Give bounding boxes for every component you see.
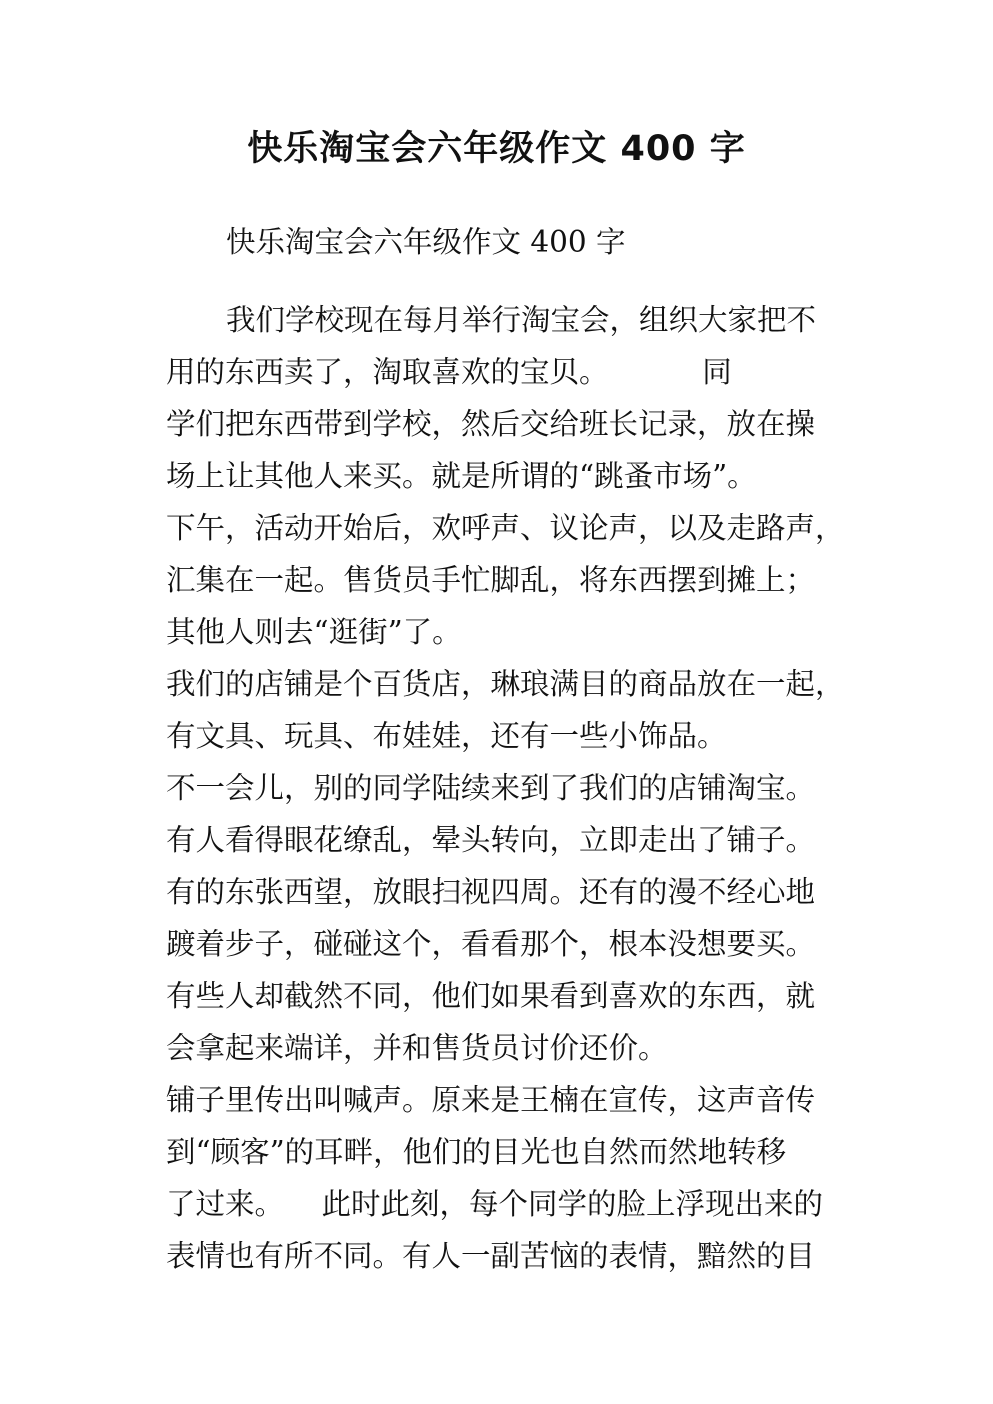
body-line: 不一会儿，别的同学陆续来到了我们的店铺淘宝。 [166, 771, 816, 805]
body-line: 其他人则去“逛街”了。 [166, 615, 462, 649]
body-line: 有些人却截然不同，他们如果看到喜欢的东西，就 [166, 979, 816, 1013]
body-line: 快乐淘宝会六年级作文 400 字 [226, 225, 626, 259]
body-line: 到“顾客”的耳畔，他们的目光也自然而然地转移 [166, 1135, 787, 1169]
body-line: 了过来。 此时此刻，每个同学的脸上浮现出来的 [166, 1187, 824, 1221]
body-line: 下午，活动开始后，欢呼声、议论声，以及走路声， [166, 511, 845, 545]
body-line: 我们学校现在每月举行淘宝会，组织大家把不 [226, 303, 817, 337]
body-line: 我们的店铺是个百货店，琳琅满目的商品放在一起， [166, 667, 845, 701]
body-line: 踱着步子，碰碰这个，看看那个，根本没想要买。 [166, 927, 816, 961]
body-line: 有人看得眼花缭乱，晕头转向，立即走出了铺子。 [166, 823, 816, 857]
body-line: 学们把东西带到学校，然后交给班长记录，放在操 [166, 407, 816, 441]
body-line: 用的东西卖了，淘取喜欢的宝贝。 同 [166, 355, 732, 389]
body-line: 汇集在一起。售货员手忙脚乱，将东西摆到摊上； [166, 563, 816, 597]
body-line: 有的东张西望，放眼扫视四周。还有的漫不经心地 [166, 875, 816, 909]
document-title: 快乐淘宝会六年级作文 400 字 [247, 129, 746, 169]
body-line: 铺子里传出叫喊声。原来是王楠在宣传，这声音传 [166, 1083, 816, 1117]
body-line: 会拿起来端详，并和售货员讨价还价。 [166, 1031, 668, 1065]
body-line: 表情也有所不同。有人一副苦恼的表情，黯然的目 [166, 1239, 816, 1273]
body-line: 有文具、玩具、布娃娃，还有一些小饰品。 [166, 719, 727, 753]
body-line: 场上让其他人来买。就是所谓的“跳蚤市场”。 [166, 459, 757, 493]
